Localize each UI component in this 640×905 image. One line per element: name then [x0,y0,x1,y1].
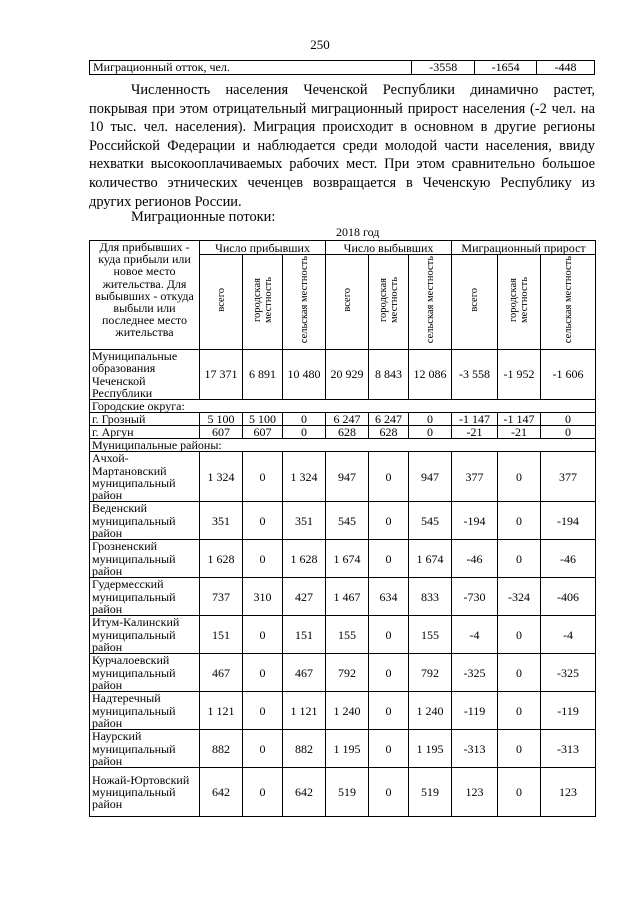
cell: 0 [243,616,283,654]
table-row [90,730,596,768]
year-label: 2018 год [336,225,380,239]
cell: -448 [537,61,595,75]
cell: 1 121 [283,692,326,730]
cell: 0 [409,413,452,426]
group-header-arrivals: Число прибывших [200,241,326,255]
table-row [90,426,596,439]
cell: 1 324 [200,452,243,502]
cell: 792 [326,654,369,692]
cell: 0 [498,692,541,730]
row-name: Веденский муниципальный район [90,502,200,540]
cell: -1 147 [452,413,498,426]
cell: -4 [452,616,498,654]
cell: 0 [498,616,541,654]
body-paragraph: Численность населения Чеченской Республики динамично растет, покрывая при этом отрицательный миграционный прирост населения (-2 чел. на 10 тыс. чел. населения). Миграция происходит в основном в другие регионы Российской Федерации и наблюдается среди молодой части населения, ввиду нехватки высокооплачиваемых рабочих мест. При этом сравнительно большое количество этнических чеченцев возвращается в Чеченскую Республику из других регионов России. [89,82,595,210]
table-row [90,502,596,540]
cell: 0 [498,502,541,540]
cell: 0 [243,692,283,730]
row-name: Ножай-Юртовский муниципальный район [90,768,200,817]
cell: 0 [369,540,409,578]
cell: 642 [200,768,243,817]
cell: 0 [369,654,409,692]
row-name: Итум-Калинский муниципальный район [90,616,200,654]
subheader-total: всего [452,255,498,350]
cell: 20 929 [326,350,369,400]
cell: 0 [243,502,283,540]
cell: 151 [200,616,243,654]
cell: -325 [541,654,596,692]
cell: 0 [369,730,409,768]
cell: 12 086 [409,350,452,400]
cell: 6 891 [243,350,283,400]
cell: 1 195 [409,730,452,768]
cell: -194 [452,502,498,540]
subheader-urban: городская местность [243,255,283,350]
cell: 151 [283,616,326,654]
cell: 737 [200,578,243,616]
cell: 10 480 [283,350,326,400]
cell: 519 [326,768,369,817]
cell: 882 [283,730,326,768]
cell: 427 [283,578,326,616]
cell: 377 [452,452,498,502]
cell: 6 247 [369,413,409,426]
cell: 467 [283,654,326,692]
cell: 1 121 [200,692,243,730]
cell: 0 [541,413,596,426]
table-row [90,616,596,654]
cell: 634 [369,578,409,616]
first-column-header: Для прибывших - куда прибыли или новое место жительства. Для выбывших - откуда выбыли или последнее место жительства [90,241,200,350]
cell: 1 674 [409,540,452,578]
cell: 833 [409,578,452,616]
cell: 0 [283,426,326,439]
cell: 155 [326,616,369,654]
cell: 0 [498,654,541,692]
cell: 0 [243,768,283,817]
cell: -324 [498,578,541,616]
cell: 467 [200,654,243,692]
cell: 6 247 [326,413,369,426]
category-row [90,439,596,452]
cell: 1 240 [326,692,369,730]
cell: 0 [369,616,409,654]
cell: -1654 [475,61,537,75]
table-row [90,692,596,730]
cell: -325 [452,654,498,692]
subheader-total: всего [326,255,369,350]
cell: 155 [409,616,452,654]
cell: 882 [200,730,243,768]
cell: 607 [243,426,283,439]
cell: 123 [452,768,498,817]
cell: -46 [541,540,596,578]
table-row [90,350,596,400]
cell: 0 [243,452,283,502]
cell: 0 [243,654,283,692]
cell: -119 [452,692,498,730]
cell: -21 [452,426,498,439]
category-row [90,400,596,413]
cell: -1 952 [498,350,541,400]
subheader-rural: сельская местность [409,255,452,350]
section-heading: Миграционные потоки: [131,209,276,225]
cell: 0 [283,413,326,426]
cell: -119 [541,692,596,730]
cell: 607 [200,426,243,439]
cell: 0 [498,730,541,768]
cell: -194 [541,502,596,540]
cell: 5 100 [200,413,243,426]
cell: 0 [369,768,409,817]
cell: -3 558 [452,350,498,400]
cell: 5 100 [243,413,283,426]
cell: 545 [409,502,452,540]
migration-table [89,240,596,817]
cell: -1 606 [541,350,596,400]
group-header-departures: Число выбывших [326,241,452,255]
cell: 17 371 [200,350,243,400]
table-row [90,654,596,692]
cell: -313 [541,730,596,768]
cell: 947 [326,452,369,502]
cell: -1 147 [498,413,541,426]
cell: 642 [283,768,326,817]
cell: -46 [452,540,498,578]
cell: 1 467 [326,578,369,616]
cell: 0 [243,540,283,578]
subheader-total: всего [200,255,243,350]
cell: 628 [326,426,369,439]
cell: 123 [541,768,596,817]
cell: -4 [541,616,596,654]
cell: -730 [452,578,498,616]
cell: 792 [409,654,452,692]
subheader-rural: сельская местность [283,255,326,350]
cell: 1 240 [409,692,452,730]
row-name: Муниципальные образования Чеченской Республики [90,350,200,400]
cell: 1 195 [326,730,369,768]
table-row [90,540,596,578]
cell: 628 [369,426,409,439]
row-name: Ачхой-Мартановский муниципальный район [90,452,200,502]
cell: 0 [498,540,541,578]
row-name: г. Аргун [90,426,200,439]
cell: 0 [369,502,409,540]
row-name: Курчалоевский муниципальный район [90,654,200,692]
table-row [90,452,596,502]
table-row [90,413,596,426]
cell: 377 [541,452,596,502]
subheader-rural: сельская местность [541,255,596,350]
table-row [90,61,595,75]
subheader-urban: городская местность [369,255,409,350]
page-number: 250 [310,37,330,52]
group-header-growth: Миграционный прирост [452,241,596,255]
cell: 0 [369,452,409,502]
cell: 1 324 [283,452,326,502]
cell: 8 843 [369,350,409,400]
category-label: Городские округа: [90,400,596,413]
table-row [90,768,596,817]
table-body [90,350,596,817]
cell: 1 628 [283,540,326,578]
table-row [90,578,596,616]
cell: 947 [409,452,452,502]
top-summary-table [89,60,595,75]
cell: -21 [498,426,541,439]
row-label: Миграционный отток, чел. [90,61,412,75]
subheader-urban: городская местность [498,255,541,350]
cell: 545 [326,502,369,540]
cell: 1 628 [200,540,243,578]
cell: -3558 [412,61,475,75]
cell: -313 [452,730,498,768]
cell: 0 [243,730,283,768]
cell: 310 [243,578,283,616]
row-name: г. Грозный [90,413,200,426]
row-name: Гудермесский муниципальный район [90,578,200,616]
cell: 1 674 [326,540,369,578]
category-label: Муниципальные районы: [90,439,596,452]
row-name: Наурский муниципальный район [90,730,200,768]
cell: 0 [409,426,452,439]
cell: 351 [283,502,326,540]
cell: 0 [369,692,409,730]
cell: 351 [200,502,243,540]
cell: 0 [498,768,541,817]
cell: -406 [541,578,596,616]
header-row [90,241,596,255]
row-name: Грозненский муниципальный район [90,540,200,578]
cell: 519 [409,768,452,817]
cell: 0 [541,426,596,439]
row-name: Надтеречный муниципальный район [90,692,200,730]
cell: 0 [498,452,541,502]
